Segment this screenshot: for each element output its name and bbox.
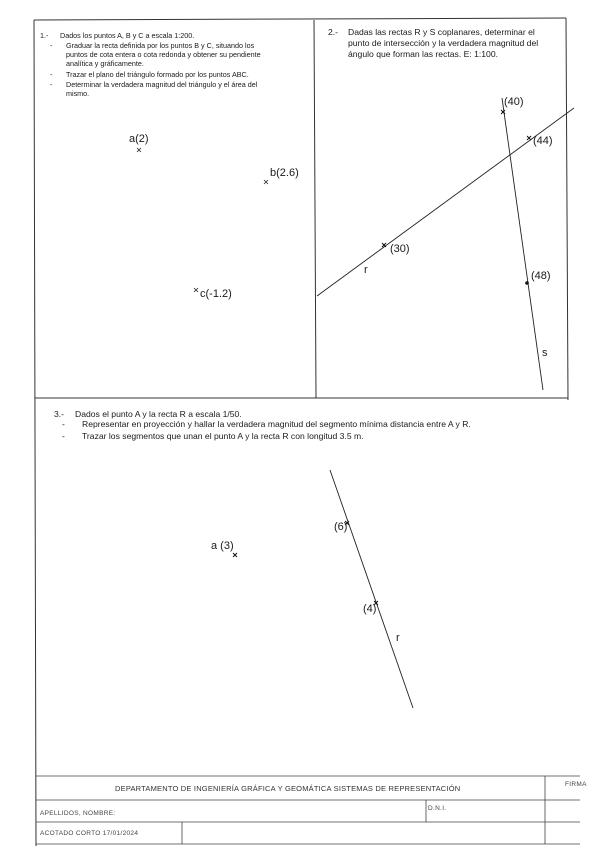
ex1-intro: Dados los puntos A, B y C a escala 1:200.: [60, 31, 195, 40]
left-border: [34, 20, 36, 846]
ex1-bullet-1: Graduar la recta definida por los puntos B y C, situando los: [66, 41, 255, 50]
point-a-label: a(2): [129, 133, 149, 145]
ex2-line-1: Dadas las rectas R y S coplanares, determinar el: [348, 27, 535, 37]
label-r-ex3: r: [396, 632, 400, 644]
ex3-bullet-1: Representar en proyección y hallar la verdadera magnitud del segmento mínima distancia entre A y R.: [82, 419, 471, 429]
ex1-bullet-6: mismo.: [66, 89, 90, 98]
ex3-bullet-2: Trazar los segmentos que unan el punto A y la recta R con longitud 3.5 m.: [82, 431, 364, 441]
ex1-bullet-4: Trazar el plano del triángulo formado por los puntos ABC.: [66, 70, 249, 79]
ex1-bullet-5: Determinar la verdadera magnitud del triángulo y el área del: [66, 80, 258, 89]
label-48: (48): [531, 270, 551, 282]
point-a-marker: [137, 148, 141, 152]
tick-48: [525, 281, 529, 285]
point-b-marker: [264, 180, 268, 184]
department-title: DEPARTAMENTO DE INGENIERÍA GRÁFICA Y GEOMÁTICA SISTEMAS DE REPRESENTACIÓN: [115, 784, 461, 793]
line-r-ex3: [330, 470, 413, 708]
label-40: (40): [504, 96, 524, 108]
panel-divider-vertical: [314, 20, 316, 398]
ex1-bullet-dash: -: [50, 41, 53, 50]
right-border-upper: [566, 18, 568, 400]
ex2-number: 2.-: [328, 27, 339, 37]
label-s: s: [542, 347, 548, 359]
point-c-label: c(-1.2): [200, 288, 232, 300]
ex2-line-2: punto de intersección y la verdadera magnitud del: [348, 38, 539, 48]
ex3-intro: Dados el punto A y la recta R a escala 1/50.: [75, 409, 242, 419]
acotado-label: ACOTADO CORTO 17/01/2024: [40, 830, 139, 837]
point-a-ex3-label: a (3): [211, 540, 234, 552]
point-c-marker: [194, 288, 198, 292]
firma-label: FIRMA: [565, 781, 587, 788]
ex1-bullet-2: puntos de cota entera o cota redonda y obtener su pendiente: [66, 50, 261, 59]
dni-label: D.N.I.: [428, 805, 447, 812]
point-b-label: b(2.6): [270, 167, 299, 179]
ex1-markers: [137, 148, 268, 292]
ex1-number: 1.-: [40, 31, 49, 40]
top-border: [34, 18, 566, 20]
label-4: (4): [363, 603, 377, 615]
label-44: (44): [533, 135, 553, 147]
ex1-bullet-3: analítica y gráficamente.: [66, 59, 144, 68]
apellidos-label: APELLIDOS, NOMBRE:: [40, 810, 116, 817]
label-30: (30): [390, 243, 410, 255]
label-r: r: [364, 264, 368, 276]
label-6: (6): [334, 521, 348, 533]
ex3-number: 3.-: [54, 409, 65, 419]
ex2-line-3: ángulo que forman las rectas. E: 1:100.: [348, 49, 499, 59]
exam-sheet: 1.- Dados los puntos A, B y C a escala 1:200. - Graduar la recta definida por los puntos B y C, situando los puntos de cota entera o cota redonda y obtener su pendiente analítica y gráficamente. - Trazar el plano del triángulo formado por los puntos ABC. - Determinar la verdadera magnitud del triángulo y el área del mismo. a(2) b(2.6) c(-1.2) 2.- Dadas las rectas R y S coplanares, determinar el punto de intersección y la verdadera magnitud del ángulo que forman las rectas. E: 1:100. (40) (44) (30) (48) r s 3.- Dados el punto A y la recta R a escala 1/50. - Representar en proyección y hallar la verdadera magnitud del segmento mínima distancia entre A y R. - Trazar los segmentos que unan el punto A y la recta R con longitud 3.5 m. a (3) (6) (4) r DEPARTAMENTO DE INGENIERÍA GRÁFICA Y GEOMÁTICA SISTEMAS DE REPRESENTACIÓN FIRMA APELLIDOS, NOMBRE: D.N.I. ACOTADO CORTO 17/01/2024: [0, 0, 600, 848]
